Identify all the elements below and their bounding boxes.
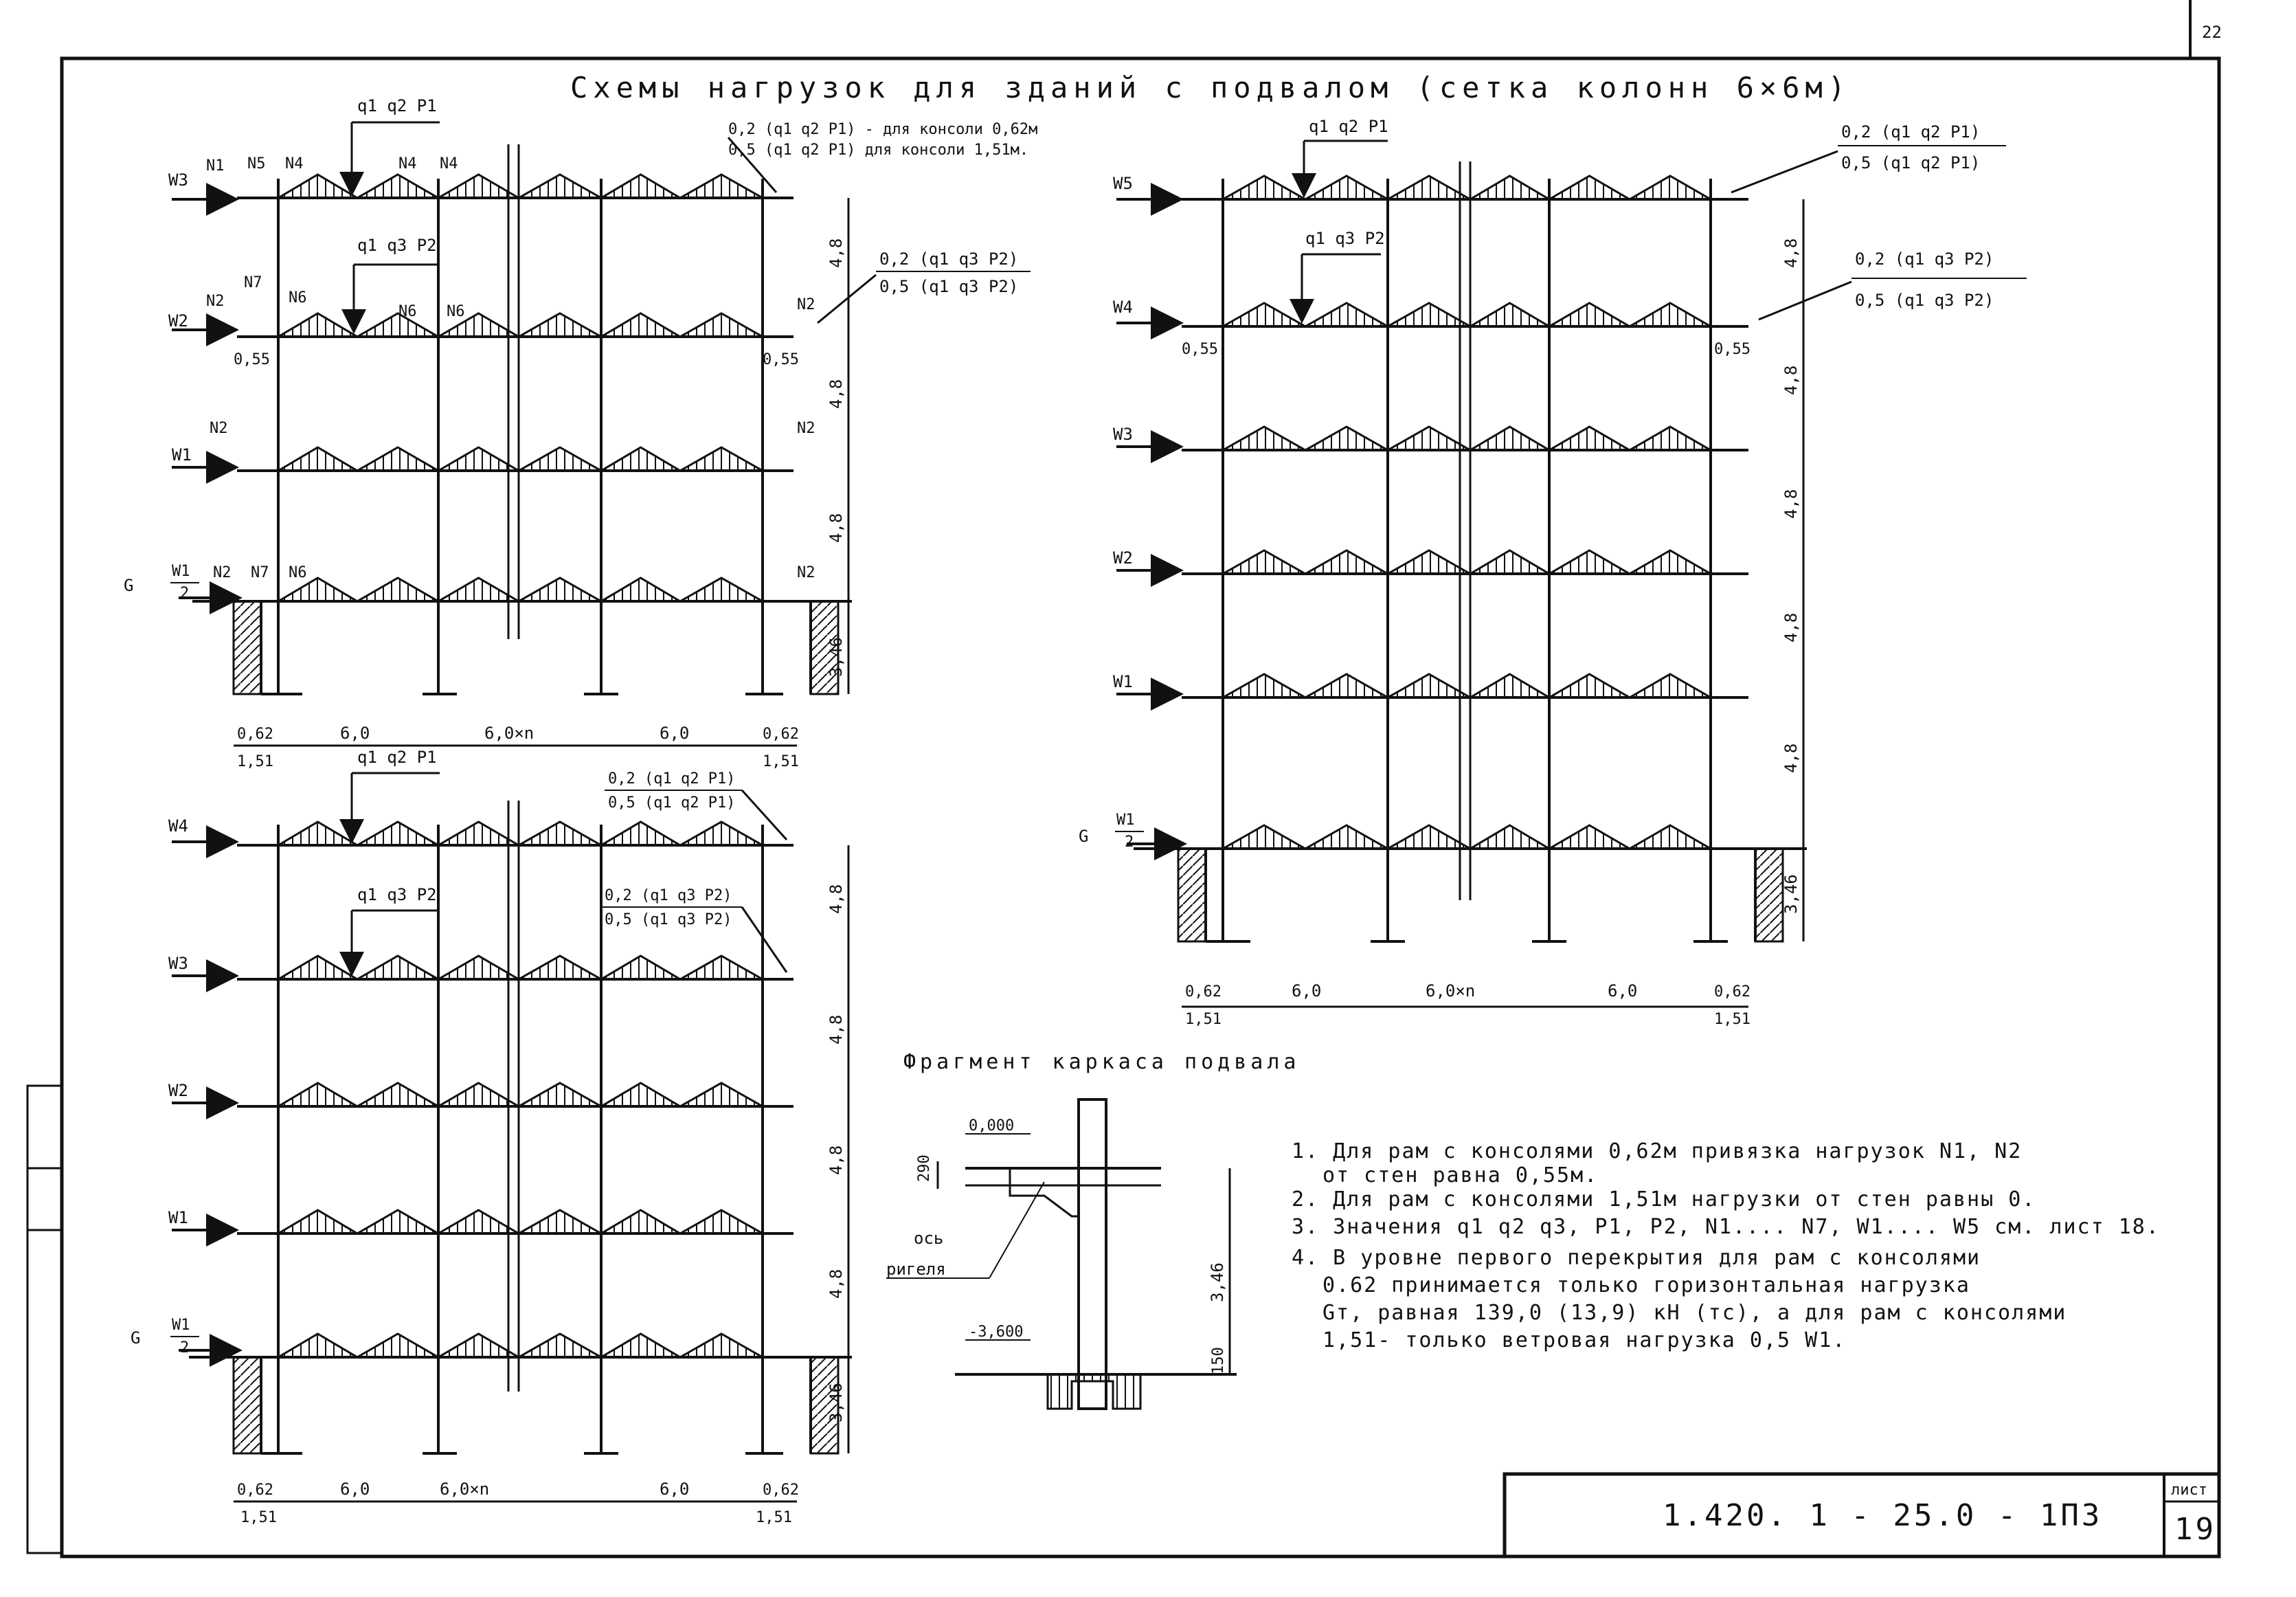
frame-b-cantilever-note-2: 0,5 (q1 q2 P1): [1841, 153, 1981, 172]
frame-a-story-dim-0: 4,8: [826, 238, 846, 268]
note-line-7: 1,51- только ветровая нагрузка 0,5 W1.: [1323, 1328, 1847, 1352]
frame-c-top-loads: q1 q2 P1: [357, 748, 437, 767]
frame-c-side-note-2: 0,5 (q1 q3 P2): [605, 911, 732, 928]
frame-a-force-ground-1: N7: [251, 564, 269, 581]
load-triangle: [519, 1334, 601, 1357]
frame-a-span-2: 6,0×n: [484, 724, 534, 743]
frame-b-story-dim-1: 4,8: [1781, 365, 1801, 395]
frame-a-side-note-1: 0,2 (q1 q3 P2): [879, 249, 1019, 269]
load-triangle: [278, 1083, 357, 1106]
load-triangle: [680, 175, 763, 198]
frame-b-span-1: 6,0: [1292, 981, 1322, 1001]
load-triangle: [680, 447, 763, 471]
frame-a-force-low-0: N2: [210, 420, 228, 437]
frame-b-cantilever-note-1: 0,2 (q1 q2 P1): [1841, 122, 1981, 142]
frame-c: [131, 748, 852, 1526]
frame-a-force-ground-0: N2: [213, 564, 232, 581]
load-triangle: [278, 578, 357, 601]
load-triangle: [1630, 303, 1711, 326]
load-triangle: [357, 822, 438, 845]
fragment-level-bottom: -3,600: [969, 1324, 1024, 1341]
load-triangle: [1388, 674, 1470, 697]
title-block: [1505, 1474, 2219, 1556]
load-triangle: [1549, 303, 1630, 326]
load-triangle: [601, 447, 680, 471]
frame-a-span-3: 6,0: [660, 724, 690, 743]
frame-b-mid-loads: q1 q3 P2: [1305, 229, 1385, 248]
load-triangle: [438, 956, 519, 979]
frame-a-force-ground-3: N2: [797, 564, 815, 581]
frame-a-ground-label: G: [124, 576, 134, 595]
load-triangle: [519, 822, 601, 845]
load-triangle: [1223, 427, 1305, 450]
load-triangle: [357, 313, 438, 337]
fragment-title: Фрагмент каркаса подвала: [903, 1050, 1301, 1074]
load-triangle: [1630, 825, 1711, 849]
frame-a-force-top-1: N5: [247, 155, 266, 172]
load-triangle: [357, 1083, 438, 1106]
load-triangle: [1549, 550, 1630, 574]
frame-b-ground-label: G: [1079, 827, 1089, 846]
frame-a-top-loads: q1 q2 P1: [357, 96, 437, 115]
frame-b-top-loads: q1 q2 P1: [1309, 117, 1388, 136]
fragment-axis-label-1: ось: [914, 1229, 944, 1248]
load-triangle: [519, 447, 601, 471]
load-triangle: [519, 956, 601, 979]
frame-b-wind-1: W4: [1113, 298, 1133, 317]
stamp-code: 1.420. 1 - 25.0 - 1П3: [1663, 1498, 2103, 1533]
load-triangle: [438, 175, 519, 198]
load-triangle: [519, 1210, 601, 1233]
frame-a-wind-low: W1: [172, 445, 192, 465]
load-triangle: [278, 822, 357, 845]
load-triangle: [680, 956, 763, 979]
frame-c-story-dim-3: 4,8: [826, 1269, 846, 1299]
frame-c-ground-w-den: 2: [180, 1339, 190, 1356]
frame-c-span-0: 0,62: [237, 1482, 273, 1499]
page-number: 22: [2202, 23, 2222, 42]
load-triangle: [438, 1210, 519, 1233]
load-triangle: [1305, 427, 1388, 450]
frame-b-ground-w-den: 2: [1125, 834, 1134, 851]
fragment-dim-height: 3,46: [1208, 1262, 1227, 1302]
load-triangle: [278, 313, 357, 337]
frame-c-span-2: 6,0×n: [440, 1479, 490, 1499]
load-triangle: [519, 175, 601, 198]
frame-b-story-dim-2: 4,8: [1781, 489, 1801, 519]
frame-b-side-note-1: 0,2 (q1 q3 P2): [1855, 249, 1994, 269]
load-triangle: [438, 1334, 519, 1357]
fragment-dim-290: 290: [916, 1154, 933, 1182]
frame-c-cantilever-note-2: 0,5 (q1 q2 P1): [608, 794, 736, 812]
load-triangle: [601, 1334, 680, 1357]
load-triangle: [1388, 176, 1470, 199]
frame-c-span-lower-0: 1,51: [240, 1509, 277, 1526]
frame-c-span-3: 6,0: [660, 1479, 690, 1499]
load-triangle: [1549, 825, 1630, 849]
frame-a-span-0: 0,62: [237, 726, 273, 743]
load-triangle: [680, 1210, 763, 1233]
frame-a-story-dim-2: 4,8: [826, 513, 846, 543]
frame-a-mid-loads: q1 q3 P2: [357, 236, 437, 255]
note-line-1: от стен равна 0,55м.: [1323, 1163, 1599, 1187]
frame-b-span-0: 0,62: [1185, 983, 1222, 1001]
frame-b-span-lower-0: 1,51: [1185, 1011, 1222, 1028]
frame-b-story-dim-5: 3,46: [1781, 874, 1801, 914]
load-triangle: [680, 822, 763, 845]
note-line-4: 4. В уровне первого перекрытия для рам с консолями: [1292, 1246, 1981, 1270]
sheet-border: [62, 58, 2219, 1556]
load-triangle: [357, 1334, 438, 1357]
frame-c-wind-1: W3: [168, 954, 188, 973]
frame-c-span-lower-1: 1,51: [756, 1509, 792, 1526]
load-triangle: [1470, 303, 1549, 326]
frame-c-wind-0: W4: [168, 816, 188, 836]
page-title: Схемы нагрузок для зданий с подвалом (сетка колонн 6×6м): [570, 71, 1852, 104]
frame-a-force-top-2: N4: [285, 155, 304, 172]
frame-c-story-dim-1: 4,8: [826, 1014, 846, 1045]
load-triangle: [1630, 674, 1711, 697]
note-line-6: Gт, равная 139,0 (13,9) кН (тс), а для рам с консолями: [1323, 1301, 2067, 1325]
frame-a-story-dim-1: 4,8: [826, 379, 846, 409]
frame-a-wind-mid: W2: [168, 311, 188, 331]
load-triangle: [519, 313, 601, 337]
basement-fragment: [886, 1050, 1300, 1409]
frame-a-span-lower-1: 1,51: [763, 753, 799, 770]
frame-a-force-ground-2: N6: [289, 564, 307, 581]
frame-a-cantilever-note-2: 0,5 (q1 q2 P1) для консоли 1,51м.: [728, 142, 1029, 159]
frame-a-story-dim-3: 3,46: [826, 637, 846, 677]
load-triangle: [357, 578, 438, 601]
frame-c-cantilever-note-1: 0,2 (q1 q2 P1): [608, 770, 736, 788]
frame-a-side-note-2: 0,5 (q1 q3 P2): [879, 277, 1019, 296]
frame-a-cantilever-note-1: 0,2 (q1 q2 P1) - для консоли 0,62м: [728, 121, 1038, 138]
frame-b-span-2: 6,0×n: [1426, 981, 1476, 1001]
load-triangle: [601, 578, 680, 601]
load-triangle: [680, 578, 763, 601]
frame-b-offset-left: 0,55: [1182, 341, 1218, 358]
fragment-level-top: 0,000: [969, 1117, 1015, 1135]
fragment-dim-150: 150: [1210, 1347, 1227, 1374]
load-triangle: [357, 956, 438, 979]
load-triangle: [1549, 176, 1630, 199]
load-triangle: [1470, 427, 1549, 450]
frame-a-force-mid-2: N6: [289, 289, 307, 306]
load-triangle: [278, 1210, 357, 1233]
note-line-3: 3. Значения q1 q2 q3, P1, P2, N1.... N7, W1.... W5 см. лист 18.: [1292, 1215, 2160, 1239]
frame-b-wind-2: W3: [1113, 425, 1133, 444]
load-triangle: [438, 578, 519, 601]
load-triangle: [1388, 550, 1470, 574]
load-triangle: [1223, 674, 1305, 697]
load-triangle: [438, 1083, 519, 1106]
frame-a-force-mid-5: N2: [797, 296, 815, 313]
note-line-2: 2. Для рам с консолями 1,51м нагрузки от стен равны 0.: [1292, 1187, 2036, 1211]
load-triangle: [278, 1334, 357, 1357]
frame-a-offset-right: 0,55: [763, 351, 799, 368]
frame-c-wind-2: W2: [168, 1081, 188, 1100]
load-triangle: [1630, 427, 1711, 450]
frame-c-mid-loads: q1 q3 P2: [357, 885, 437, 904]
load-triangle: [601, 175, 680, 198]
load-triangle: [278, 956, 357, 979]
frame-a: [124, 96, 1037, 770]
frame-a-span-1: 6,0: [340, 724, 370, 743]
load-triangle: [601, 822, 680, 845]
frame-c-story-dim-2: 4,8: [826, 1145, 846, 1175]
frame-a-force-mid-3: N6: [398, 303, 417, 320]
load-triangle: [601, 1083, 680, 1106]
frame-b-wind-3: W2: [1113, 548, 1133, 568]
load-triangle: [1388, 825, 1470, 849]
frame-c-story-dim-4: 3,46: [826, 1383, 846, 1422]
frame-a-force-mid-0: N2: [206, 293, 225, 310]
frame-a-offset-left: 0,55: [234, 351, 270, 368]
load-triangle: [680, 1083, 763, 1106]
left-edge-strip: [27, 1086, 62, 1553]
frame-c-side-note-1: 0,2 (q1 q3 P2): [605, 887, 732, 904]
load-triangle: [278, 447, 357, 471]
frame-a-span-lower-0: 1,51: [237, 753, 273, 770]
stamp-sheet-label: лист: [2171, 1482, 2207, 1499]
load-triangle: [357, 175, 438, 198]
stamp-sheet-no: 19: [2174, 1512, 2216, 1547]
load-triangle: [1223, 825, 1305, 849]
frame-b-story-dim-4: 4,8: [1781, 743, 1801, 773]
load-triangle: [1549, 674, 1630, 697]
frame-b-span-lower-1: 1,51: [1714, 1011, 1751, 1028]
fragment-axis-label-2: ригеля: [886, 1260, 946, 1279]
load-triangle: [680, 313, 763, 337]
frame-b-ground-w-num: W1: [1116, 812, 1135, 829]
frame-b: [1079, 117, 2027, 1028]
frame-c-ground-label: G: [131, 1328, 141, 1348]
frame-a-force-top-3: N4: [398, 155, 417, 172]
load-triangle: [1549, 427, 1630, 450]
load-triangle: [357, 447, 438, 471]
load-triangle: [1470, 550, 1549, 574]
load-triangle: [1470, 825, 1549, 849]
load-triangle: [601, 956, 680, 979]
load-triangle: [438, 447, 519, 471]
load-triangle: [1630, 550, 1711, 574]
notes: [1292, 1139, 2160, 1352]
frame-c-wind-3: W1: [168, 1208, 188, 1227]
load-triangle: [278, 175, 357, 198]
load-triangle: [601, 313, 680, 337]
frame-b-span-4: 0,62: [1714, 983, 1751, 1001]
load-triangle: [438, 822, 519, 845]
frame-b-story-dim-3: 4,8: [1781, 612, 1801, 643]
load-triangle: [1223, 176, 1305, 199]
frame-c-span-4: 0,62: [763, 1482, 799, 1499]
frame-b-wind-4: W1: [1113, 672, 1133, 691]
load-triangle: [1388, 427, 1470, 450]
load-triangle: [601, 1210, 680, 1233]
load-triangle: [1305, 303, 1388, 326]
frame-b-offset-right: 0,55: [1714, 341, 1751, 358]
note-line-0: 1. Для рам с консолями 0,62м привязка нагрузок N1, N2: [1292, 1139, 2023, 1163]
load-triangle: [1388, 303, 1470, 326]
frame-a-ground-w-num: W1: [172, 563, 190, 580]
frame-c-story-dim-0: 4,8: [826, 884, 846, 914]
load-triangle: [1305, 674, 1388, 697]
load-triangle: [680, 1334, 763, 1357]
frame-a-span-4: 0,62: [763, 726, 799, 743]
load-triangle: [1305, 550, 1388, 574]
frame-a-force-mid-1: N7: [244, 274, 262, 291]
load-triangle: [357, 1210, 438, 1233]
load-triangle: [1223, 303, 1305, 326]
frame-a-force-mid-4: N6: [447, 303, 465, 320]
load-triangle: [1305, 825, 1388, 849]
frame-b-story-dim-0: 4,8: [1781, 238, 1801, 268]
frame-c-ground-w-num: W1: [172, 1317, 190, 1334]
note-line-5: 0.62 принимается только горизонтальная нагрузка: [1323, 1273, 1970, 1297]
load-triangle: [519, 578, 601, 601]
frame-a-force-top-0: N1: [206, 157, 225, 175]
load-triangle: [1630, 176, 1711, 199]
frame-a-force-low-1: N2: [797, 420, 815, 437]
frame-c-span-1: 6,0: [340, 1479, 370, 1499]
frame-a-force-top-4: N4: [440, 155, 458, 172]
frame-b-side-note-2: 0,5 (q1 q3 P2): [1855, 291, 1994, 310]
load-triangle: [1470, 674, 1549, 697]
load-triangle: [1223, 550, 1305, 574]
load-triangle: [1470, 176, 1549, 199]
load-triangle: [519, 1083, 601, 1106]
frame-b-wind-0: W5: [1113, 174, 1133, 193]
load-triangle: [1305, 176, 1388, 199]
frame-a-wind-top: W3: [168, 170, 188, 190]
frame-a-ground-w-den: 2: [180, 585, 190, 602]
frame-b-span-3: 6,0: [1608, 981, 1638, 1001]
